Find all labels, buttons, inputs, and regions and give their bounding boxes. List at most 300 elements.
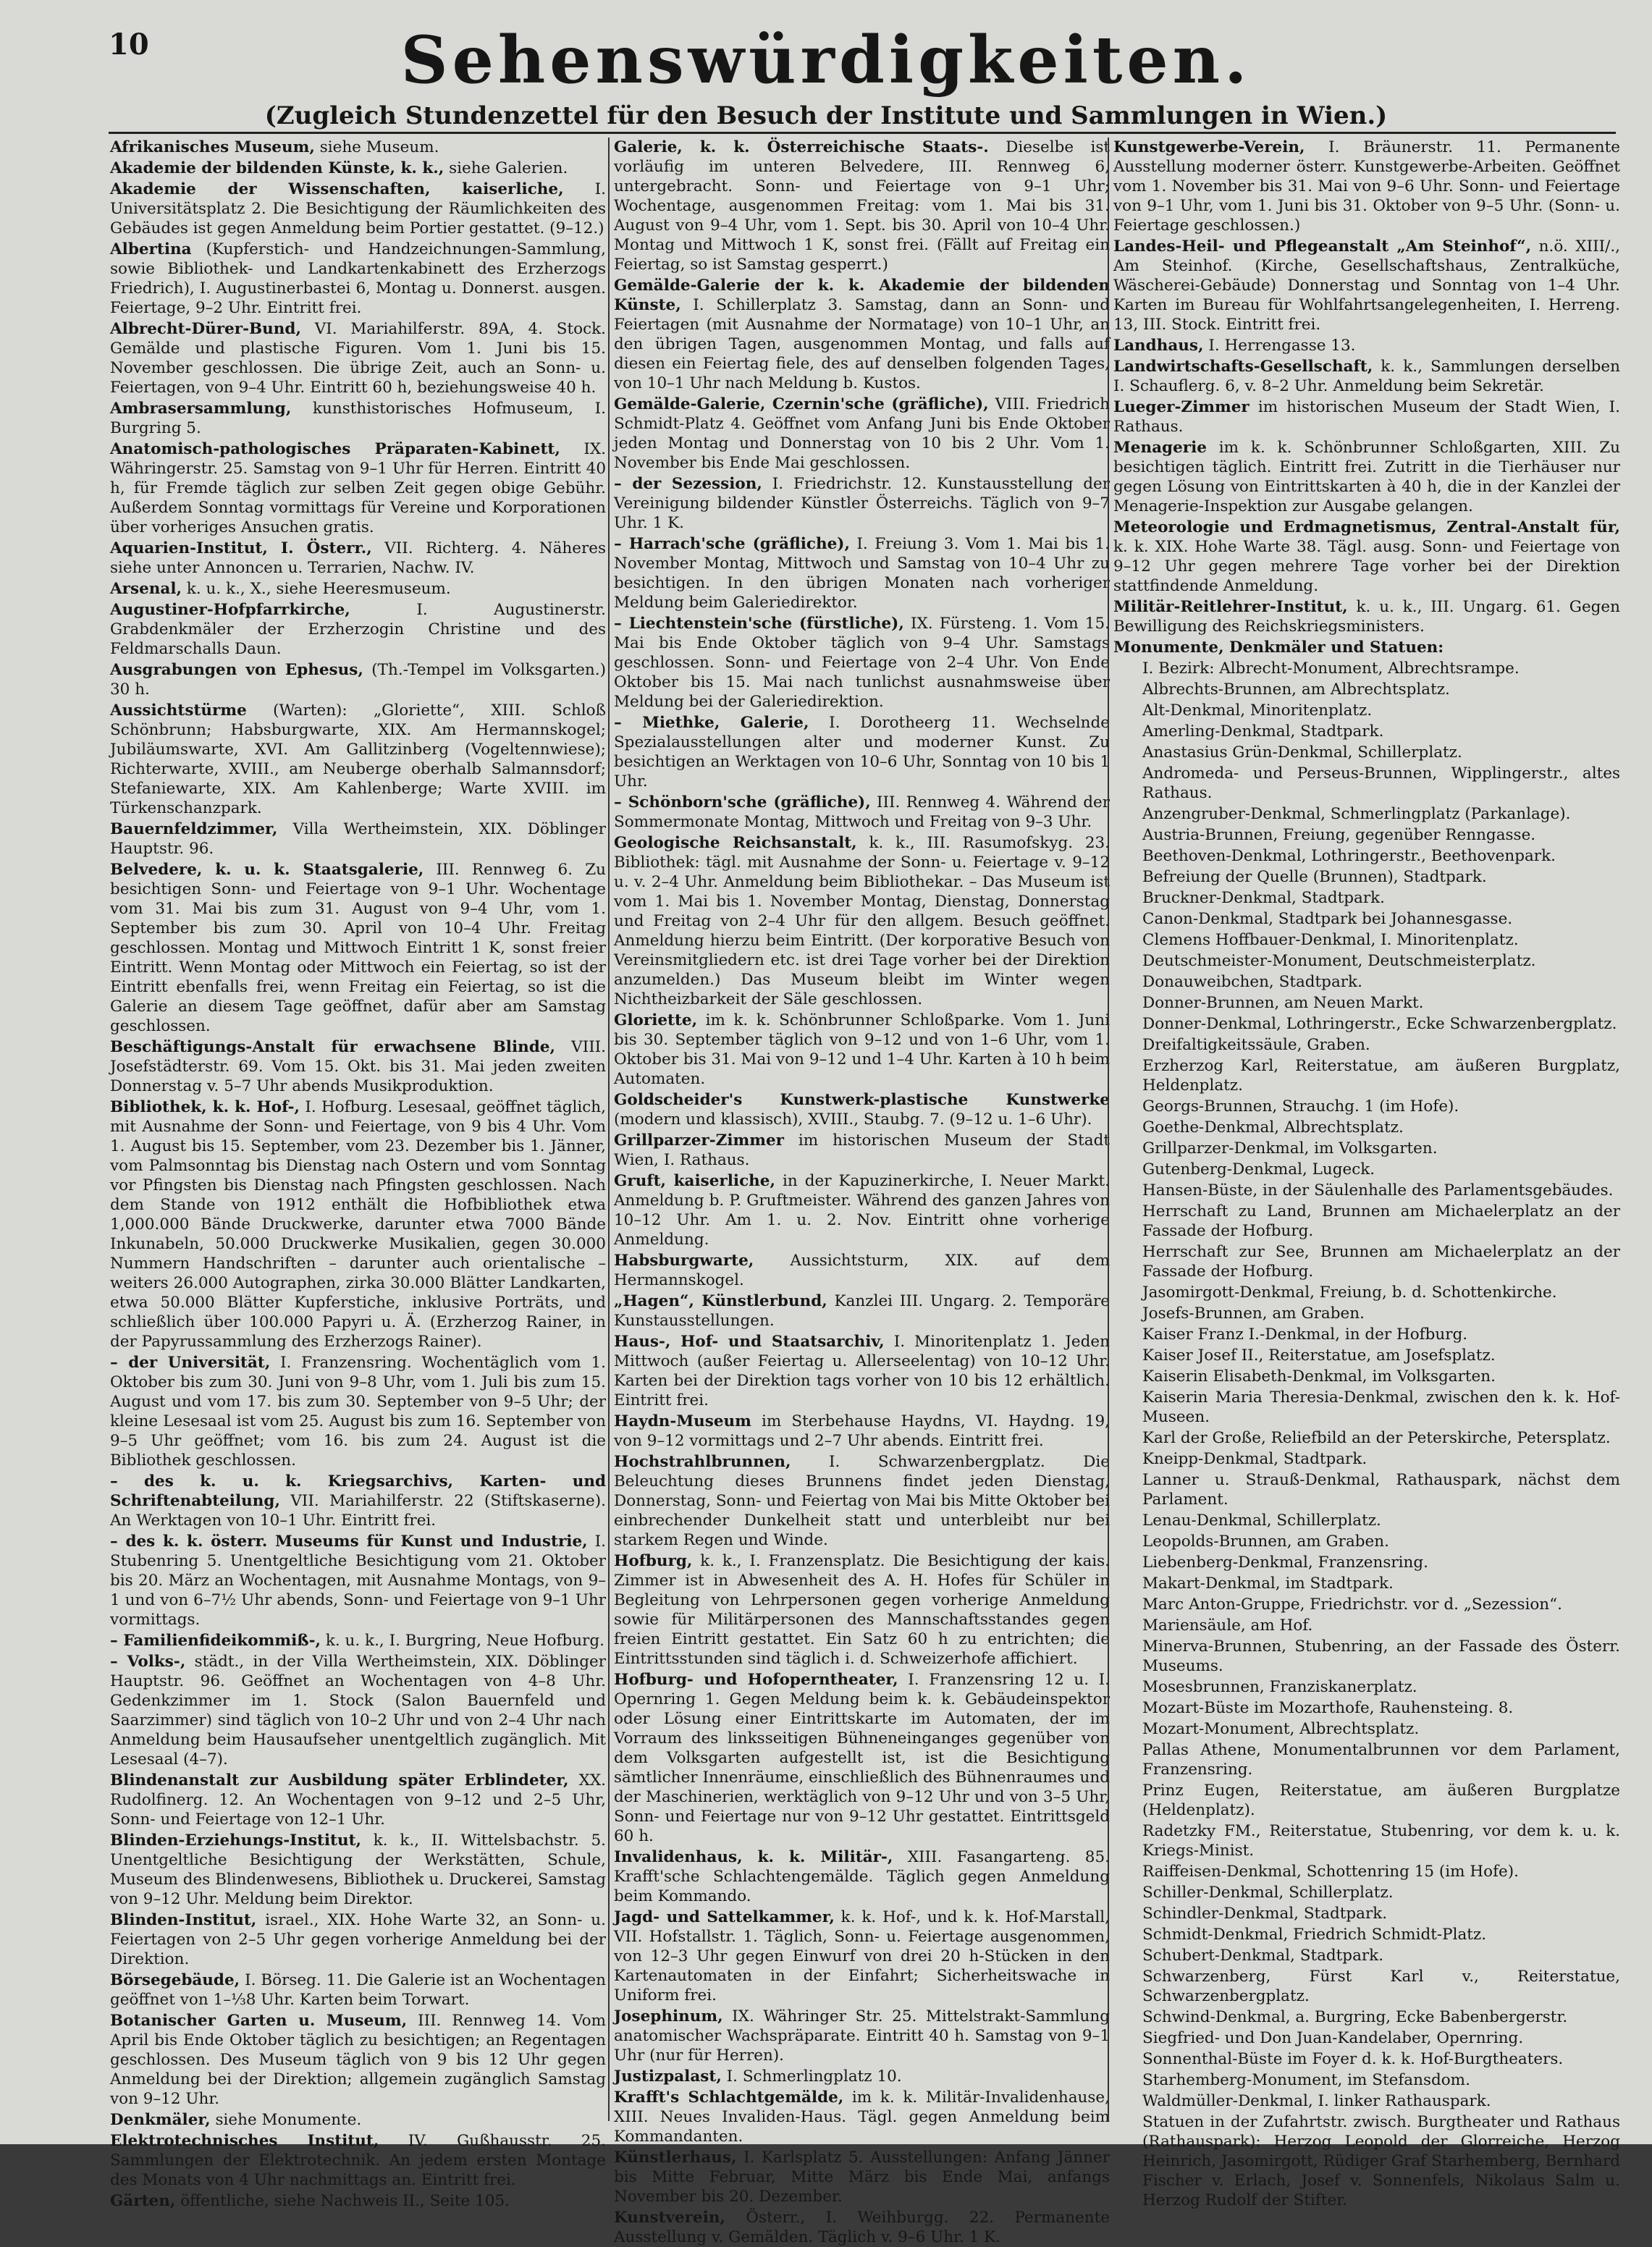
entry-heading: Albertina <box>110 240 192 258</box>
entry-text: Lenau-Denkmal, Schillerplatz. <box>1142 1512 1381 1530</box>
entry-heading: – Liechtenstein'sche (fürstliche), <box>614 615 904 633</box>
entry <box>1113 888 1620 908</box>
entry-text: (Warten): „Gloriette“, XIII. Schloß Schönbrunn; Habsburgwarte, XIX. Am Hermannskogel; Jubiläumswarte, XVI. Am Gallitzinberg (Vogeltennwiese); Richterwarte, XVIII., am Neuberge oberhalb Salmannsdorf; Stefaniewarte, XIX. Am Kahlenberge; Warte XVIII. im Türkenschanzpark. <box>110 701 606 817</box>
entry <box>1113 1014 1620 1034</box>
entry-text: Radetzky FM., Reiterstatue, Stubenring, vor dem k. u. k. Kriegs-Minist. <box>1142 1822 1620 1860</box>
entry-heading: – der Sezession, <box>614 475 762 493</box>
entry <box>1113 1677 1620 1697</box>
entry <box>1113 909 1620 929</box>
entry-heading: Ambrasersammlung, <box>110 400 292 418</box>
entry <box>1113 357 1620 396</box>
entry <box>1113 1719 1620 1739</box>
entry-text: (Th.-Tempel im Volksgarten.) 30 h. <box>110 661 606 699</box>
entry-text: Schindler-Denkmal, Stadtpark. <box>1142 1905 1388 1923</box>
column-2 <box>608 138 1111 2246</box>
entry-heading: Landes-Heil- und Pflegeanstalt „Am Steinhof“, <box>1113 237 1532 256</box>
entry-text: Mozart-Büste im Mozarthofe, Rauhensteing. 8. <box>1142 1699 1514 1717</box>
entry <box>614 1291 1110 1331</box>
entry-text: I. Universitätsplatz 2. Die Besichtigung der Räumlichkeiten des Gebäudes ist gegen Anmeldung beim Portier gestattet. (9–12.) <box>110 180 606 237</box>
entry-text: (Kupferstich- und Handzeichnungen-Sammlung, sowie Bibliothek- und Landkartenkabinett des Erzherzogs Friedrich), I. Augustinerbastei 6, Montag u. Donnerst. ausgen. Feiertage, 9–2 Uhr. Eintritt frei. <box>110 240 606 317</box>
entry-text: siehe Galerien. <box>449 159 568 177</box>
entry <box>1113 518 1620 596</box>
entry-heading: Akademie der bildenden Künste, k. k., <box>110 159 444 177</box>
entry-text: I. Minoritenplatz 1. Jeden Mittwoch (außer Feiertag u. Allerseelentag) von 10–12 Uhr. Karten bei der Direktion tags vorher von 10 bis 12 erhältlich. Eintritt frei. <box>614 1333 1110 1409</box>
entry <box>110 1831 606 1909</box>
entry-text: Karl der Große, Reliefbild an der Peterskirche, Petersplatz. <box>1142 1429 1611 1447</box>
entry <box>1113 1470 1620 1509</box>
entry-heading: Anatomisch-pathologisches Präparaten-Kabinett, <box>110 440 560 458</box>
entry-heading: Elektrotechnisches Institut, <box>110 2132 379 2150</box>
entry <box>1113 743 1620 762</box>
entry-text: I. Schwarzenbergplatz. Die Beleuchtung dieses Brunnens findet jeden Dienstag, Donnerstag, Sonn- und Feiertag von Mai bis Mitte Oktober bei einbrechender Dunkelheit statt und unterbleibt nur bei starkem Regen und Winde. <box>614 1453 1110 1549</box>
entry-text: VI. Mariahilferstr. 89A, 4. Stock. Gemälde und plastische Figuren. Vom 1. Juni bis 15. November geschlossen. Die übrige Zeit, auch an Sonn- u. Feiertagen, von 9–4 Uhr. Eintritt 60 h, beziehungsweise 40 h. <box>110 320 606 397</box>
entry-text: Starhemberg-Monument, im Stefansdom. <box>1142 2071 1470 2089</box>
entry <box>110 2110 606 2130</box>
entry <box>110 180 606 238</box>
entry-heading: Belvedere, k. u. k. Staatsgalerie, <box>110 861 424 879</box>
entry <box>614 2067 1110 2086</box>
entry <box>614 2208 1110 2247</box>
entry <box>1113 2112 1620 2210</box>
entry <box>1113 1035 1620 1055</box>
entry <box>1113 1056 1620 1095</box>
entry-text: Minerva-Brunnen, Stubenring, an der Fassade des Österr. Museums. <box>1142 1637 1620 1675</box>
entry-text: I. Friedrichstr. 12. Kunstausstellung der Vereinigung bildender Künstler Österreichs. Täglich von 9–7 Uhr. 1 K. <box>614 475 1111 532</box>
entry-text: im historischen Museum der Stadt Wien, I. Rathaus. <box>1113 398 1620 436</box>
entry-text: Mariensäule, am Hof. <box>1142 1616 1313 1635</box>
page-number: 10 <box>109 28 149 62</box>
entry-text: k. k., II. Wittelsbachstr. 5. Unentgeltliche Besichtigung der Werkstätten, Schule, Museum des Blindenwesens, Bibliothek u. Druckerei, Samstag von 9–12 Uhr. Meldung beim Direktor. <box>110 1831 606 1908</box>
entry-text: im k. k. Schönbrunner Schloßgarten, XIII. Zu besichtigen täglich. Eintritt frei. Zutritt in die Tierhäuser nur gegen Lösung von Eintrittskarten à 40 h, die in der Kanzlei der Menagerie-Inspektion zur Ausgabe gelangen. <box>1113 439 1620 515</box>
entry-heading: Habsburgwarte, <box>614 1252 754 1270</box>
entry-heading: Aussichtstürme <box>110 701 247 720</box>
entry <box>1113 1097 1620 1116</box>
entry-heading: Militär-Reitlehrer-Institut, <box>1113 598 1348 616</box>
entry-heading: – Familienfideikommiß-, <box>110 1632 321 1650</box>
entry-text: n.ö. XIII/., Am Steinhof. (Kirche, Gesellschaftshaus, Zentralküche, Wäscherei-Gebäude) Donnerstag und Sonntag von 1–4 Uhr. Karten im Bureau für Wohlfahrtsangelegenheiten, I. Herreng. 13, III. Stock. Eintritt frei. <box>1113 237 1620 334</box>
entry-heading: – des k. u. k. Kriegsarchivs, Karten- und Schriftenabteilung, <box>110 1472 606 1510</box>
entry-heading: Hofburg, <box>614 1552 693 1570</box>
entry <box>1113 138 1620 235</box>
entry <box>1113 972 1620 992</box>
entry-heading: Aquarien-Institut, I. Österr., <box>110 539 372 557</box>
entry <box>614 1251 1110 1290</box>
entry <box>1113 1595 1620 1614</box>
entry <box>1113 993 1620 1013</box>
entry-text: städt., in der Villa Wertheimstein, XIX. Döblinger Hauptstr. 96. Geöffnet an Wochentagen von 4–8 Uhr. Gedenkzimmer im 1. Stock (Salon Bauernfeld und Saarzimmer) sind täglich von 10–2 Uhr und von 2–4 Uhr nach Anmeldung beim Hausaufseher unentgeltlich zugänglich. Mit Lesesaal (4–7). <box>110 1653 606 1768</box>
entry <box>1113 659 1620 678</box>
entry-text: Kaiser Franz I.-Denkmal, in der Hofburg. <box>1142 1325 1468 1344</box>
entry <box>110 539 606 578</box>
entry-text: I. Schillerplatz 3. Samstag, dann an Sonn- und Feiertagen (mit Ausnahme der Normatage) von 10–1 Uhr, an den übrigen Tagen, ausgenommen Montag, und falls auf diesen ein Feiertag fiele, des auf denselben folgenden Tages, von 10–1 Uhr nach Meldung b. Kustos. <box>614 296 1110 392</box>
entry-text: Aussichtsturm, XIX. auf dem Hermannskogel. <box>614 1252 1110 1289</box>
entry <box>1113 1367 1620 1386</box>
entry <box>1113 1821 1620 1860</box>
entry-heading: Blinden-Erziehungs-Institut, <box>110 1831 362 1850</box>
entry <box>614 1551 1110 1669</box>
entry-text: IV. Gußhausstr. 25. Sammlungen der Elektrotechnik. An jedem ersten Montage des Monats von 4 Uhr nachmittags an. Eintritt frei. <box>110 2132 607 2189</box>
entry-text: XX. Rudolfinerg. 12. An Wochentagen von 9–12 und 2–5 Uhr, Sonn- und Feiertage von 12–1 Uhr. <box>110 1771 607 1829</box>
entry-heading: Ausgrabungen von Ephesus, <box>110 661 363 679</box>
entry <box>1113 930 1620 950</box>
entry-text: Schwind-Denkmal, a. Burgring, Ecke Babenbergerstr. <box>1142 2008 1568 2026</box>
entry-heading: Akademie der Wissenschaften, kaiserliche, <box>110 180 564 198</box>
entry <box>1113 1325 1620 1344</box>
entry-text: I. Schmerlingplatz 10. <box>726 2067 902 2086</box>
entry-heading: – der Universität, <box>110 1354 271 1372</box>
entry-text: III. Rennweg 6. Zu besichtigen Sonn- und Feiertage von 9–1 Uhr. Wochentage vom 31. Mai bis zum 31. August von 9–4 Uhr, vom 1. September bis zum 30. April von 10–4 Uhr. Freitag geschlossen. Montag und Mittwoch Eintritt 1 K, sonst freier Eintritt. Wenn Montag oder Mittwoch ein Feiertag, so ist der Eintritt ebenfalls frei, wenn Freitag ein Feiertag, so ist die Galerie an diesem Tage geöffnet, dafür aber am Samstag geschlossen. <box>110 861 606 1035</box>
entry-text: im historischen Museum der Stadt Wien, I. Rathaus. <box>614 1131 1110 1169</box>
entry <box>1113 1283 1620 1302</box>
entry-text: Gutenberg-Denkmal, Lugeck. <box>1142 1160 1375 1179</box>
entry <box>110 860 606 1036</box>
entry-text: Bruckner-Denkmal, Stadtpark. <box>1142 889 1386 907</box>
entry-text: Lanner u. Strauß-Denkmal, Rathauspark, nächst dem Parlament. <box>1142 1471 1620 1509</box>
entry <box>1113 1925 1620 1944</box>
entry-text: I. Börseg. 11. Die Galerie ist an Wochentagen geöffnet von 1–⅓8 Uhr. Karten beim Torwart. <box>110 1971 606 2009</box>
entry <box>1113 1388 1620 1427</box>
entry-heading: Kunstverein, <box>614 2209 725 2227</box>
entry-heading: Monumente, Denkmäler und Statuen: <box>1113 638 1444 657</box>
entry <box>110 1472 606 1530</box>
entry-heading: Denkmäler, <box>110 2111 211 2129</box>
entry <box>614 713 1110 791</box>
entry-heading: Lueger-Zimmer <box>1113 398 1249 416</box>
entry-text: Erzherzog Karl, Reiterstatue, am äußeren Burgplatz, Heldenplatz. <box>1142 1057 1620 1095</box>
entry-heading: – Harrach'sche (gräfliche), <box>614 535 850 553</box>
entry <box>614 1847 1110 1906</box>
entry-heading: Gärten, <box>110 2192 176 2210</box>
entry <box>614 1452 1110 1550</box>
entry-text: Herrschaft zur See, Brunnen am Michaelerplatz an der Fassade der Hofburg. <box>1142 1243 1620 1281</box>
entry <box>614 138 1110 274</box>
entry <box>110 819 606 859</box>
entry-text: im k. k. Schönbrunner Schloßparke. Vom 1. Juni bis 30. September täglich von 9–12 und von 1–6 Uhr, vom 1. Oktober bis 31. Mai von 9–12 und 1–4 Uhr. Karten à 10 h beim Automaten. <box>614 1011 1110 1088</box>
entry-text: Siegfried- und Don Juan-Kandelaber, Opernring. <box>1142 2029 1524 2047</box>
entry <box>614 614 1110 712</box>
entry-text: k. k., III. Rasumofskyg. 23. Bibliothek: tägl. mit Ausnahme der Sonn- u. Feiertage v. 9–12 u. v. 2–4 Uhr. Anmeldung beim Bibliothekar. – Das Museum ist vom 1. Mai bis 1. November Montag, Dienstag, Donnerstag und Freitag von 2–4 Uhr für den allgem. Besuch geöffnet. Anmeldung hierzu beim Eintritt. (Der korporative Besuch von Vereinsmitgliedern etc. ist drei Tage vorher bei der Direktion anzumelden.) Das Museum bleibt im Winter wegen Nichtheizbarkeit der Säle geschlossen. <box>614 834 1111 1008</box>
entry-heading: Jagd- und Sattelkammer, <box>614 1908 835 1926</box>
entry-heading: Beschäftigungs-Anstalt für erwachsene Blinde, <box>110 1038 555 1056</box>
entry <box>1113 397 1620 437</box>
entry <box>1113 764 1620 803</box>
entry-text: Beethoven-Denkmal, Lothringerstr., Beethovenpark. <box>1142 847 1556 865</box>
entry-text: Prinz Eugen, Reiterstatue, am äußeren Burgplatze (Heldenplatz). <box>1142 1782 1620 1819</box>
entry-text: Herrschaft zu Land, Brunnen am Michaelerplatz an der Fassade der Hofburg. <box>1142 1202 1620 1240</box>
entry-text: Dreifaltigkeitssäule, Graben. <box>1142 1036 1370 1054</box>
entry-text: IX. Fürsteng. 1. Vom 15. Mai bis Ende Oktober täglich von 9–4 Uhr. Samstags geschlossen. Sonn- und Feiertage von 2–4 Uhr. Von Ende Oktober bis 15. Mai nach tunlichst ausnahmsweise über Meldung bei der Galeriedirektion. <box>614 615 1110 711</box>
entry <box>1113 1967 1620 2006</box>
entry-text: I. Karlsplatz 5. Ausstellungen: Anfang Jänner bis Mitte Februar, Mitte März bis Ende Mai, anfangs November bis 20. Dezember. <box>614 2149 1110 2206</box>
entry-heading: Menagerie <box>1113 439 1207 457</box>
entry-text: Deutschmeister-Monument, Deutschmeisterplatz. <box>1142 952 1536 970</box>
entry <box>614 1907 1110 2005</box>
entry <box>1113 1511 1620 1530</box>
entry-text: IX. Währingerstr. 25. Samstag von 9–1 Uhr für Herren. Eintritt 40 h, für Fremde täglich zur selben Zeit gegen obige Gebühr. Außerdem Sonntag vormittags für Vereine und Korporationen über vorheriges Ansuchen gratis. <box>110 440 606 536</box>
entry-text: VIII. Josefstädterstr. 69. Vom 15. Okt. bis 31. Mai jeden zweiten Donnerstag v. 5–7 Uhr abends Musikproduktion. <box>110 1038 607 1095</box>
entry <box>614 1670 1110 1846</box>
entry-text: I. Herrengasse 13. <box>1208 337 1356 355</box>
entry <box>1113 1862 1620 1881</box>
entry <box>1113 438 1620 516</box>
entry <box>1113 1304 1620 1323</box>
entry-text: k. k. XIX. Hohe Warte 38. Tägl. ausg. Sonn- und Feiertage von 9–12 Uhr gegen mehrere Tage vorher bei der Direktion stattfindende Anmeldung. <box>1113 538 1620 595</box>
entry-text: Canon-Denkmal, Stadtpark bei Johannesgasse. <box>1142 910 1513 928</box>
entry-text: III. Rennweg 14. Vom April bis Ende Oktober täglich zu besichtigen; an Regentagen geschlossen. Des Museum täglich von 9 bis 12 Uhr gegen Anmeldung bei der Direktion; allgemein zugänglich Samstag von 9–12 Uhr. <box>110 2012 606 2108</box>
entry-heading: Augustiner-Hofpfarrkirche, <box>110 601 350 619</box>
entry <box>110 600 606 659</box>
entry-text: Kanzlei III. Ungarg. 2. Temporäre Kunstausstellungen. <box>614 1292 1111 1330</box>
entry-heading: Künstlerhaus, <box>614 2149 737 2167</box>
entry <box>1113 1637 1620 1676</box>
entry <box>110 1771 606 1829</box>
entry-text: Raiffeisen-Denkmal, Schottenring 15 (im Hofe). <box>1142 1863 1519 1881</box>
entry <box>1113 1574 1620 1593</box>
entry-text: Liebenberg-Denkmal, Franzensring. <box>1142 1553 1428 1572</box>
entry-text: Befreiung der Quelle (Brunnen), Stadtpark. <box>1142 868 1487 886</box>
entry-text: I. Stubenring 5. Unentgeltliche Besichtigung vom 21. Oktober bis 20. März an Wochentagen, mit Ausnahme Montags, von 9–1 und von 6–7½ Uhr abends, Sonn- und Feiertage von 9–1 Uhr vormittags. <box>110 1533 606 1629</box>
entry <box>110 2011 606 2109</box>
entry-text: Anastasius Grün-Denkmal, Schillerplatz. <box>1142 743 1462 762</box>
entry <box>110 319 606 397</box>
page-title: Sehenswürdigkeiten. <box>400 22 1252 98</box>
page-subtitle: (Zugleich Stundenzettel für den Besuch der Institute und Sammlungen in Wien.) <box>264 101 1388 130</box>
entry-text: Kaiser Josef II., Reiterstatue, am Josefsplatz. <box>1142 1346 1496 1365</box>
entry-text: VII. Mariahilferstr. 22 (Stiftskaserne). An Werktagen von 10–1 Uhr. Eintritt frei. <box>110 1492 606 1530</box>
entry <box>1113 1160 1620 1179</box>
entry <box>614 1131 1110 1170</box>
entry <box>1113 1428 1620 1448</box>
entry-heading: Gemälde-Galerie der k. k. Akademie der bildenden Künste, <box>614 277 1110 314</box>
entry-text: k. u. k., I. Burgring, Neue Hofburg. <box>325 1632 604 1650</box>
entry-text: Leopolds-Brunnen, am Graben. <box>1142 1533 1389 1551</box>
entry <box>1113 867 1620 887</box>
entry <box>1113 237 1620 334</box>
title-rule <box>109 132 1616 134</box>
entry <box>110 1037 606 1096</box>
entry-text: Schwarzenberg, Fürst Karl v., Reiterstatue, Schwarzenbergplatz. <box>1142 1968 1620 2005</box>
entry-text: israel., XIX. Hohe Warte 32, an Sonn- u. Feiertagen von 2–5 Uhr gegen vorherige Anmeldung bei der Direktion. <box>110 1911 606 1968</box>
entry-heading: Grillparzer-Zimmer <box>614 1131 784 1150</box>
entry-text: öffentliche, siehe Nachweis II., Seite 105. <box>180 2192 510 2210</box>
entry <box>110 1910 606 1969</box>
entry-text: III. Rennweg 4. Während der Sommermonate Montag, Mittwoch und Freitag von 9–3 Uhr. <box>614 793 1110 831</box>
entry-text: Hansen-Büste, in der Säulenhalle des Parlamentsgebäudes. <box>1142 1181 1614 1200</box>
entry <box>1113 825 1620 845</box>
entry <box>614 1090 1110 1129</box>
entry <box>1113 1698 1620 1718</box>
entry-text: Kaiserin Maria Theresia-Denkmal, zwischen den k. k. Hof-Museen. <box>1142 1388 1620 1426</box>
entry <box>1113 1740 1620 1779</box>
entry-heading: Haydn-Museum <box>614 1412 751 1430</box>
entry <box>110 138 606 157</box>
entry-heading: Gruft, kaiserliche, <box>614 1172 775 1190</box>
entry-text: k. k., Sammlungen derselben I. Schauflerg. 6, v. 8–2 Uhr. Anmeldung beim Sekretär. <box>1113 358 1620 395</box>
entry-text: k. k. Hof-, und k. k. Hof-Marstall, VII. Hofstallstr. 1. Täglich, Sonn- u. Feiertage ausgenommen, von 12–3 Uhr gegen Einwurf von drei 20 h-Stücken in den Kartenautomaten in der Einfahrt; Sicherheitswache in Uniform frei. <box>614 1908 1110 2004</box>
entry-text: I. Bezirk: Albrecht-Monument, Albrechtsrampe. <box>1142 659 1520 678</box>
entry <box>614 474 1110 533</box>
entry-text: I. Bräunerstr. 11. Permanente Ausstellung moderner österr. Kunstgewerbe-Arbeiten. Geöffnet vom 1. November bis 31. Mai von 9–6 Uhr. Sonn- und Feiertage von 9–1 Uhr, vom 1. Juni bis 31. Oktober von 9–5 Uhr. (Sonn- u. Feiertage geschlossen.) <box>1113 138 1620 235</box>
entry-text: Kneipp-Denkmal, Stadtpark. <box>1142 1450 1367 1468</box>
entry-text: Alt-Denkmal, Minoritenplatz. <box>1142 701 1373 720</box>
entry-text: I. Franzensring 12 u. I. Opernring 1. Gegen Meldung beim k. k. Gebäudeinspektor oder Lösung einer Eintrittskarte im Automaten, der im Vorraum des linksseitigen Bühneneinganges gegenüber von dem Volksgarten aufgestellt ist, ist die Besichtigung sämtlicher Innenräume, einschließlich des Bühnenraumes und der Maschinerien, werktäglich von 9–12 Uhr und von 3–5 Uhr, Sonn- und Feiertage nur von 9–12 Uhr gestattet. Eintrittsgeld 60 h. <box>614 1671 1110 1845</box>
entry <box>1113 2091 1620 2111</box>
entry <box>110 1631 606 1651</box>
entry-text: Donauweibchen, Stadtpark. <box>1142 973 1362 991</box>
entry <box>110 240 606 318</box>
entry <box>614 1412 1110 1451</box>
entry-heading: Krafft's Schlachtgemälde, <box>614 2088 844 2107</box>
entry-text: Donner-Denkmal, Lothringerstr., Ecke Schwarzenbergplatz. <box>1142 1015 1617 1033</box>
entry-heading: Hofburg- und Hofoperntheater, <box>614 1671 898 1689</box>
entry <box>614 2088 1110 2146</box>
entry <box>110 2191 606 2211</box>
entry-text: Clemens Hoffbauer-Denkmal, I. Minoritenplatz. <box>1142 931 1519 949</box>
entry-text: Albrechts-Brunnen, am Albrechtsplatz. <box>1142 680 1450 699</box>
entry-text: Amerling-Denkmal, Stadtpark. <box>1142 722 1384 741</box>
entry-heading: Meteorologie und Erdmagnetismus, Zentral-Anstalt für, <box>1113 518 1620 536</box>
entry <box>110 1532 606 1630</box>
entry-text: Schubert-Denkmal, Stadtpark. <box>1142 1947 1384 1965</box>
entry <box>614 276 1110 393</box>
entry <box>1113 1242 1620 1281</box>
entry <box>110 159 606 178</box>
entry <box>614 1011 1110 1089</box>
entry <box>1113 1449 1620 1469</box>
entry-text: VII. Richterg. 4. Näheres siehe unter Annoncen u. Terrarien, Nachw. IV. <box>110 539 606 577</box>
entry-heading: – Schönborn'sche (gräfliche), <box>614 793 871 811</box>
entry-text: I. Augustinerstr. Grabdenkmäler der Erzherzogin Christine und des Feldmarschalls Daun. <box>110 601 606 658</box>
entry-text: I. Dorotheerg 11. Wechselnde Spezialausstellungen alter und moderner Kunst. Zu besichtigen an Werktagen von 10–6 Uhr, Sonntag von 10 bis 1 Uhr. <box>614 714 1110 791</box>
entry-text: Donner-Brunnen, am Neuen Markt. <box>1142 994 1424 1012</box>
entry-heading: Geologische Reichsanstalt, <box>614 834 857 852</box>
entry <box>1113 722 1620 741</box>
column-1 <box>110 138 607 2210</box>
entry-text: Josefs-Brunnen, am Graben. <box>1142 1304 1365 1323</box>
entry-heading: Albrecht-Dürer-Bund, <box>110 320 301 338</box>
entry-text: Schmidt-Denkmal, Friedrich Schmidt-Platz. <box>1142 1926 1487 1944</box>
entry <box>1113 2007 1620 2027</box>
entry-heading: Kunstgewerbe-Verein, <box>1113 138 1305 156</box>
entry <box>1113 1553 1620 1572</box>
entry <box>1113 1883 1620 1902</box>
entry <box>614 833 1110 1009</box>
entry <box>614 395 1110 473</box>
entry <box>1113 2028 1620 2048</box>
entry-text: I. Hofburg. Lesesaal, geöffnet täglich, mit Ausnahme der Sonn- und Feiertage, von 9 bis 4 Uhr. Vom 1. August bis 15. September, vom 23. Dezember bis 1. Jänner, vom Palmsonntag bis Dienstag nach Ostern und vom Sonntag vor Pfingsten bis Dienstag nach Pfingsten geschlossen. Nach dem Stande von 1912 enthält die Hofbibliothek etwa 1,000.000 Bände Druckwerke, darunter etwa 7000 Bände Inkunabeln, 50.000 Druckwerke Musikalien, gegen 30.000 Nummern Handschriften – darunter auch orientalische – weiters 26.000 Autographen, zirka 30.000 Blätter Landkarten, etwa 50.000 Blätter Kupferstiche, inklusive Porträts, und schließlich über 100.000 Papyri u. Ä. (Erzherzog Rainer, in der Papyrussammlung des Erzherzogs Rainer). <box>110 1098 606 1351</box>
entry <box>110 1097 606 1352</box>
entry-heading: Börsegebäude, <box>110 1971 240 1989</box>
entry-text: Austria-Brunnen, Freiung, gegenüber Renngasse. <box>1142 826 1536 844</box>
entry-heading: Gemälde-Galerie, Czernin'sche (gräfliche), <box>614 395 989 413</box>
entry <box>1113 1946 1620 1965</box>
entry-text: Mozart-Monument, Albrechtsplatz. <box>1142 1720 1420 1738</box>
entry-heading: Landhaus, <box>1113 337 1204 355</box>
entry-text: I. Freiung 3. Vom 1. Mai bis 1. November Montag, Mittwoch und Samstag von 10–4 Uhr zu besichtigen. In den übrigen Monaten nach vorheriger Meldung beim Galeriedirektor. <box>614 535 1110 612</box>
entry <box>1113 701 1620 720</box>
entry-text: k. k., I. Franzensplatz. Die Besichtigung der kais. Zimmer ist in Abwesenheit des A. H. Hofes für Schüler in Begleitung von Lehrpersonen gegen vorherige Anmeldung sowie für Militärpersonen des Mannschaftsstandes gegen freien Eintritt gestattet. Ein Satz 60 h zu entrichten; die Eintrittsstunden sind täglich i. d. Schweizerhofe affichiert. <box>614 1552 1110 1668</box>
entry-text: k. u. k., X., siehe Heeresmuseum. <box>186 580 451 598</box>
entry-text: I. Franzensring. Wochentäglich vom 1. Oktober bis zum 30. Juni von 9–8 Uhr, vom 1. Juli bis zum 15. August und vom 17. bis zum 30. September von 9–5 Uhr; der kleine Lesesaal ist vom 25. August bis zum 16. September von 9–5 Uhr geöffnet; vom 16. bis zum 24. August ist die Bibliothek geschlossen. <box>110 1354 606 1470</box>
entry <box>110 701 606 818</box>
entry <box>1113 951 1620 971</box>
entry-heading: Botanischer Garten u. Museum, <box>110 2012 408 2030</box>
entry-heading: – des k. k. österr. Museums für Kunst und Industrie, <box>110 1533 588 1551</box>
entry-text: siehe Monumente. <box>215 2111 362 2129</box>
entry-heading: Invalidenhaus, k. k. Militär-, <box>614 1848 893 1866</box>
entry <box>110 660 606 699</box>
entry <box>110 1652 606 1769</box>
entry-heading: Haus-, Hof- und Staatsarchiv, <box>614 1333 885 1351</box>
entry-text: Statuen in der Zufahrtstr. zwisch. Burgtheater und Rathaus (Rathauspark): Herzog Leopold der Glorreiche, Herzog Heinrich, Jasomirgott, Rüdiger Graf Starhemberg, Bernhard Fischer v. Erlach, Josef v. Sonnenfels, Nikolaus Salm u. Herzog Rudolf der Stifter. <box>1142 2113 1620 2209</box>
entry-text: Kaiserin Elisabeth-Denkmal, im Volksgarten. <box>1142 1367 1496 1386</box>
entry-heading: – Miethke, Galerie, <box>614 714 809 732</box>
entry-heading: Galerie, k. k. Österreichische Staats-. <box>614 138 989 156</box>
entry-heading: Blinden-Institut, <box>110 1911 257 1929</box>
entry <box>1113 1781 1620 1820</box>
entry-text: XIII. Fasangarteng. 85. Krafft'sche Schlachtengemälde. Täglich gegen Anmeldung beim Kommando. <box>614 1848 1110 1905</box>
entry-heading: Arsenal, <box>110 580 182 598</box>
entry-heading: Bauernfeldzimmer, <box>110 820 278 838</box>
entry-heading: Landwirtschafts-Gesellschaft, <box>1113 358 1373 376</box>
entry-text: IX. Währinger Str. 25. Mittelstrakt-Sammlung anatomischer Wachspräparate. Eintritt 40 h. Samstag von 9–1 Uhr (nur für Herren). <box>614 2007 1110 2065</box>
entry <box>110 1970 606 2010</box>
entry-text: Makart-Denkmal, im Stadtpark. <box>1142 1574 1394 1593</box>
entry <box>614 2148 1110 2206</box>
entry <box>1113 2070 1620 2090</box>
entry <box>1113 2049 1620 2069</box>
entry <box>1113 1139 1620 1158</box>
entry-text: Mosesbrunnen, Franziskanerplatz. <box>1142 1678 1417 1696</box>
entry-text: Villa Wertheimstein, XIX. Döblinger Hauptstr. 96. <box>110 820 606 858</box>
entry-text: in der Kapuzinerkirche, I. Neuer Markt. Anmeldung b. P. Gruftmeister. Während des ganzen Jahres von 10–12 Uhr. Am 1. u. 2. Nov. Eintritt ohne vorherige Anmeldung. <box>614 1172 1110 1249</box>
entry-text: Sonnenthal-Büste im Foyer d. k. k. Hof-Burgtheaters. <box>1142 2050 1564 2068</box>
entry <box>110 579 606 599</box>
entry-text: Jasomirgott-Denkmal, Freiung, b. d. Schottenkirche. <box>1142 1283 1557 1302</box>
entry <box>1113 336 1620 355</box>
entry <box>1113 1202 1620 1241</box>
column-3 <box>1108 138 1621 2209</box>
entry-text: Georgs-Brunnen, Strauchg. 1 (im Hofe). <box>1142 1097 1459 1116</box>
entry-text: k. u. k., III. Ungarg. 61. Gegen Bewilligung des Reichskriegsministers. <box>1113 598 1621 636</box>
entry-text: Andromeda- und Perseus-Brunnen, Wipplingerstr., altes Rathaus. <box>1142 764 1620 802</box>
entry <box>614 793 1110 832</box>
entry-heading: Gloriette, <box>614 1011 698 1029</box>
entry <box>1113 597 1620 636</box>
entry <box>1113 1181 1620 1200</box>
entry <box>1113 680 1620 699</box>
entry-heading: Hochstrahlbrunnen, <box>614 1453 791 1471</box>
entry <box>1113 1118 1620 1137</box>
entry <box>614 1171 1110 1249</box>
entry <box>614 534 1110 612</box>
entry-heading: Afrikanisches Museum, <box>110 138 315 156</box>
entry-text: Schiller-Denkmal, Schillerplatz. <box>1142 1884 1394 1902</box>
entry <box>1113 846 1620 866</box>
entry-heading: Goldscheider's Kunstwerk-plastische Kunstwerke <box>614 1091 1110 1109</box>
entry-text: Grillparzer-Denkmal, im Volksgarten. <box>1142 1139 1438 1158</box>
entry-heading: Bibliothek, k. k. Hof-, <box>110 1098 300 1116</box>
entry <box>1113 638 1620 657</box>
entry <box>110 399 606 438</box>
entry-heading: „Hagen“, Künstlerbund, <box>614 1292 827 1310</box>
entry-text: im k. k. Militär-Invalidenhause, XIII. Neues Invaliden-Haus. Tägl. gegen Anmeldung beim Kommandanten. <box>614 2088 1110 2146</box>
entry-text: Anzengruber-Denkmal, Schmerlingplatz (Parkanlage). <box>1142 805 1571 823</box>
entry <box>1113 1532 1620 1551</box>
entry-text: Pallas Athene, Monumentalbrunnen vor dem Parlament, Franzensring. <box>1142 1741 1620 1779</box>
entry-heading: Josephinum, <box>614 2007 723 2025</box>
entry <box>1113 1904 1620 1923</box>
